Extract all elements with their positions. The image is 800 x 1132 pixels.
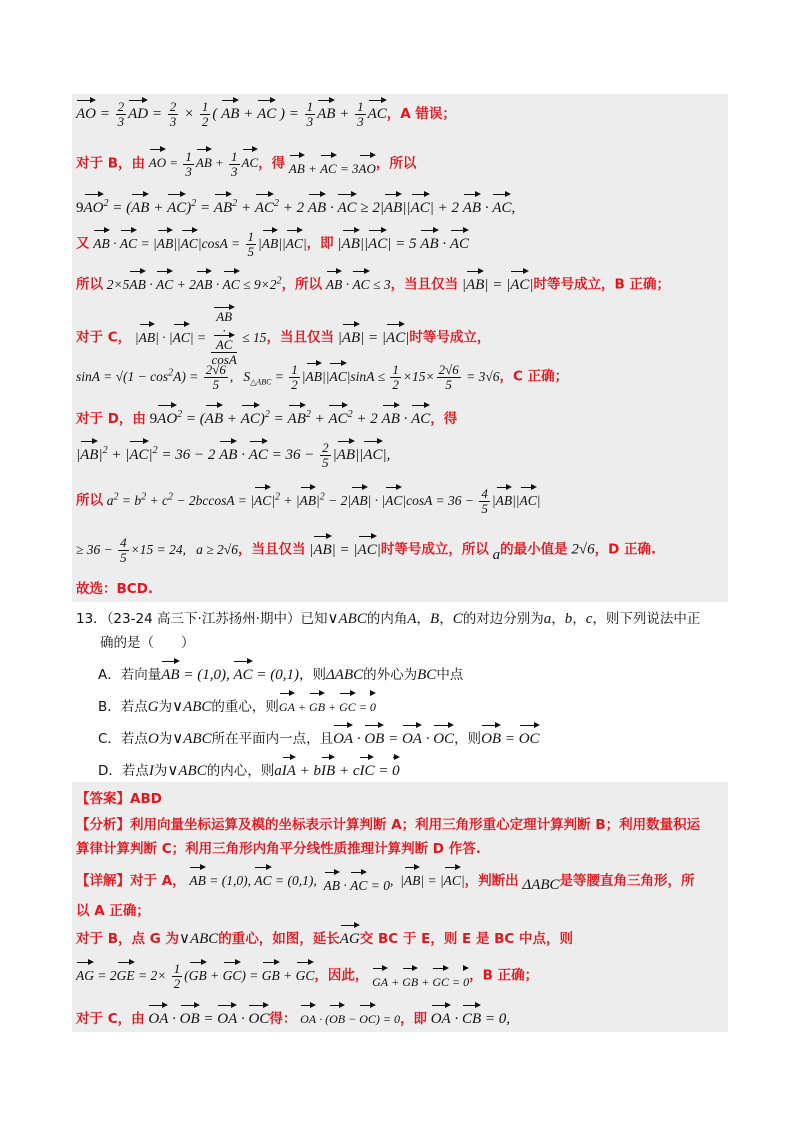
line-5: 所以 2×5AB · AC + 2AB · AC ≤ $9\times 2^2$，所以 AB · AC ≤ 3，当且仅当 |AB| = |AC|时等号成立，B 正确；	[76, 270, 670, 296]
line-7: $\sin A = √(1 - \cos^2A)$ = $\frac{2√6}{5}$ , $S_{\triangle ABC}$ = $\frac{1}{2}$ |AB||AC|sinA ≤ $\frac{1}{2}$ ×15× $\frac{2√6}{5}$ = 3√6，C 正确；	[76, 361, 569, 392]
option-c: C．若点O为∨ABC所在平面内一点，且OA · OB = OA · OC，则OB = OC	[98, 728, 540, 750]
line-11-text-d: ，D 正确.	[594, 541, 657, 558]
option-a-text-c: 的外心为	[363, 667, 418, 683]
option-b-text-a: B．若点	[98, 699, 148, 715]
line-6: 对于 C， |AB| · |AC| = AB · AC cosA ≤ 15，当且仅当 |AB| = |AC|时等号成立，	[76, 309, 491, 367]
detail-c-text-c: ，即	[399, 1011, 427, 1027]
line-4: 又 AB · AC = |AB||AC|cosA = $\frac{1}{5}$ |AB||AC|，即 |AB||AC| = 5 AB · AC	[76, 229, 470, 259]
detail-text-a: 【详解】对于 A，	[76, 873, 186, 889]
line-5-text-b: ，所以	[281, 276, 323, 293]
line-6-text-c: 时等号成立，	[409, 329, 491, 346]
line-8: 对于 D，由 $9AO^2 = (AB + AC)^2 = AB^2 + AC^2 + 2$ AB · AC，得	[76, 404, 457, 430]
analysis-line-2	[76, 838, 481, 860]
line-11-text-b: 时等号成立，所以	[380, 541, 489, 558]
line-12	[76, 578, 153, 600]
detail-line-1: 【详解】对于 A， AB = (1,0), AC = (0,1), AB · AC = 0, |AB| = |AC|，判断出 ΔABC是等腰直角三角形，所	[76, 870, 695, 892]
stem-d: 的对边分别为	[462, 611, 544, 627]
line-2-text-c: ，所以	[375, 155, 417, 172]
detail-c-text-b: 得：	[269, 1011, 297, 1027]
analysis-text-1: 【分析】利用向量坐标运算及模的坐标表示计算判断 A；利用三角形重心定理计算判断 B；利用数量积运	[76, 817, 701, 833]
detail-text-b: ，判断出	[464, 873, 519, 889]
option-a: A．若向量AB = (1,0), AC = (0,1)，则ΔABC的外心为BC中点	[98, 664, 463, 686]
line-8-text-a: 对于 D，由	[76, 411, 146, 427]
detail-b-text-b: 的重心，如图，延长	[218, 931, 340, 947]
line-4-text-b: ，即	[306, 235, 334, 252]
option-c-text-b: 为	[158, 731, 173, 747]
line-2: 对于 B，由 AO = $\frac{1}{3}$ AB + $\frac{1}{3}$ AC，得 AB + AC = 3AO，所以	[76, 149, 417, 179]
detail-c-text-a: 对于 C，由	[76, 1011, 145, 1027]
line-10-text: 所以	[76, 492, 103, 509]
option-a-text-b: ，则	[299, 667, 326, 683]
line-8-text-b: ，得	[430, 411, 458, 427]
detail-c-line: 对于 C，由 OA · OB = OA · OC得： OA · (OB − OC) = 0，即 OA · CB = 0,	[76, 1008, 510, 1030]
answer-line	[76, 788, 162, 810]
line-3: $9AO^2 = (AB + AC)^2 = AB^2 + AC^2 + 2$ AB · AC ≥ 2|AB||AC| + 2 AB · AC,	[76, 193, 515, 219]
line-4-text-a: 又	[76, 235, 90, 252]
line-1: AO = $\frac{2}{3}$ AD = $\frac{2}{3}$ × $\frac{1}{2}$ ( AB + AC ) = $\frac{1}{3}$ AB + $\frac{1}{3}$ AC，A 错误；	[76, 99, 456, 129]
option-d-text-c: 的内心，则	[206, 763, 275, 779]
stem-c1: ，	[416, 611, 431, 627]
line-6-text-a: 对于 C，	[76, 329, 132, 346]
option-d-text-a: D．若点	[98, 763, 149, 779]
detail-b2-text-b: ，B 正确；	[469, 967, 539, 984]
analysis-text-2: 算律计算判断 C；利用三角形内角平分线性质推理计算判断 D 作答.	[76, 841, 481, 857]
analysis-line-1	[76, 814, 700, 836]
detail-b2-text-a: ，因此，	[314, 967, 369, 984]
stem-c2: ，	[439, 611, 453, 627]
final-choice: 故选：BCD.	[76, 581, 154, 597]
option-b-text-b: 为	[158, 699, 173, 715]
detail-text-c: 是等腰直角三角形，所	[559, 873, 695, 889]
stem-c4: ，	[572, 611, 586, 627]
detail-b-text-a: 对于 B，点 G 为	[76, 931, 179, 947]
stem-c3: ，	[551, 611, 565, 627]
detail-b-text-c: 交 BC 于 E，则 E 是 BC 中点，则	[359, 931, 574, 947]
answer-label: 【答案】ABD	[76, 791, 162, 807]
line-5-text-c: ，当且仅当	[390, 276, 459, 293]
stem-e: ，则下列说法中正	[592, 611, 701, 627]
option-c-text-a: C．若点	[98, 731, 148, 747]
question-stem-2	[100, 632, 195, 654]
option-c-text-d: ，则	[454, 731, 482, 747]
line-11-text-c: 的最小值是	[500, 541, 568, 558]
line-11: ≥ 36 − $\frac{4}{5}$ ×15 = 24, a ≥ 2√6，当且仅当 |AB| = |AC|时等号成立，所以 a的最小值是 2√6，D 正确.	[76, 535, 657, 565]
line-9: $|AB|^2 + |AC|^2 = 36 - 2$ AB · AC = 36 − $\frac{2}{5}$ |AB||AC|,	[76, 440, 391, 471]
option-b: B．若点G为∨ABC的重心，则GA + GB + GC = 0	[98, 696, 376, 718]
detail-text-2: 以 A 正确；	[76, 903, 150, 919]
line-7-text: ，C 正确；	[499, 368, 569, 385]
line-10: 所以 $a^2 = b^2 + c^2 - 2bccosA = |AC|^2 + |AB|^2 - 2|AB| \cdot |AC|\cos A = 36$ − $\frac{4}{5}$ |AB||AC|	[76, 485, 541, 516]
line-5-text-d: 时等号成立，B 正确；	[533, 276, 670, 293]
question-stem: 13．（23-24 高三下·江苏扬州·期中）已知∨ABC的内角A，B，C的对边分别为a，b，c，则下列说法中正	[76, 611, 701, 627]
option-d: D．若点I为∨ABC的内心，则aIA + bIB + cIC = 0	[98, 760, 400, 782]
line-2-text-b: ，得	[258, 155, 286, 172]
line-11-text-a: ，当且仅当	[237, 541, 306, 558]
detail-b-line-2: AG = 2GE = 2× $\frac{1}{2}$ (GB + GC) = GB + GC，因此， $_{GA + GB + GC = 0}$，B 正确；	[76, 961, 539, 991]
option-a-text-d: 中点	[436, 667, 464, 683]
option-b-text-c: 的重心，则	[211, 699, 279, 715]
stem-f: 确的是（ ）	[100, 635, 195, 651]
line-5-text-a: 所以	[76, 276, 103, 293]
option-c-text-c: 所在平面内一点，且	[211, 731, 334, 747]
option-d-text-b: 为	[153, 763, 168, 779]
stem-b: 的内角	[366, 611, 408, 627]
line-1-text: ，A 错误；	[386, 105, 456, 122]
detail-line-2	[76, 900, 150, 922]
line-6-text-b: ，当且仅当	[266, 329, 334, 346]
stem-a: 13．（23-24 高三下·江苏扬州·期中）已知	[76, 611, 328, 627]
detail-b-line-1: 对于 B，点 G 为∨ABC的重心，如图，延长AG交 BC 于 E，则 E 是 BC 中点，则	[76, 928, 573, 950]
option-a-text-a: A．若向量	[98, 667, 162, 683]
line-2-text-a: 对于 B，由	[76, 155, 145, 172]
